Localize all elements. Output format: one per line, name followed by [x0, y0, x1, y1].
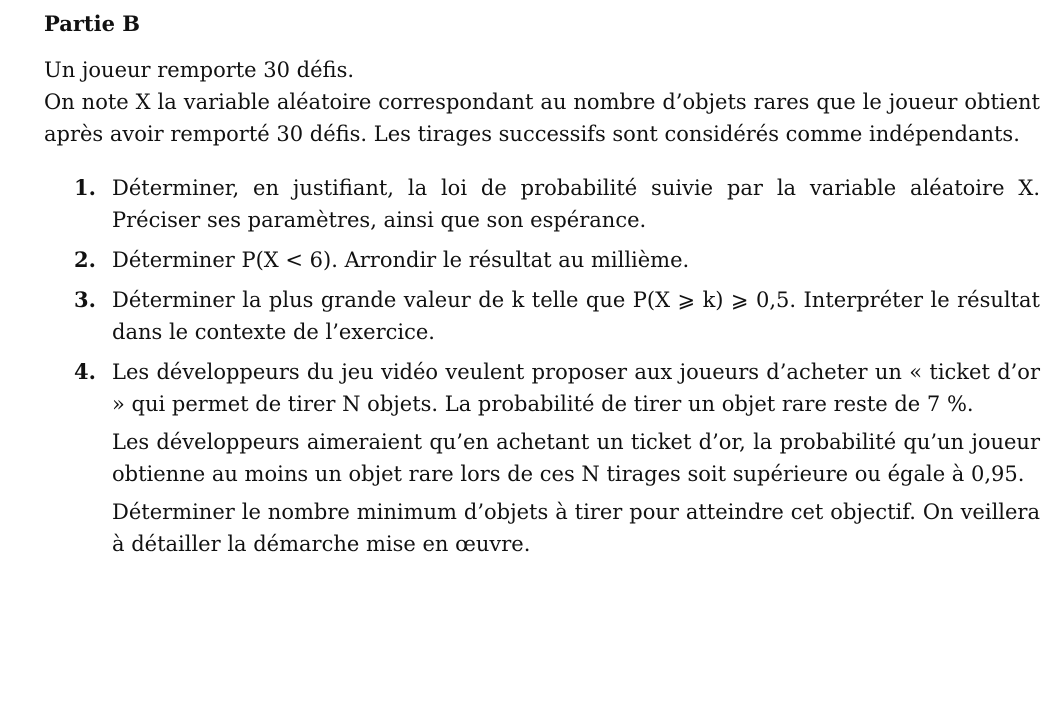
document-page — [44, 8, 1040, 568]
question-1 — [44, 172, 1040, 236]
question-paragraph: Déterminer le nombre minimum d’objets à tirer pour atteindre cet objectif. On veillera à détailler la démarche mise en œuvre. — [112, 500, 1040, 556]
question-number: 1. — [74, 175, 96, 200]
question-number: 3. — [74, 287, 96, 312]
question-number: 2. — [74, 247, 96, 272]
question-2 — [44, 244, 1040, 276]
question-3 — [44, 284, 1040, 348]
question-text: Déterminer P(X < 6). Arrondir le résultat au millième. — [112, 248, 690, 272]
section-title: Partie B — [44, 11, 140, 36]
intro-line-1: Un joueur remporte 30 défis. — [44, 58, 355, 82]
question-4 — [44, 356, 1040, 560]
question-paragraph: Les développeurs aimeraient qu’en achetant un ticket d’or, la probabilité qu’un joueur obtienne au moins un objet rare lors de ces N tirages soit supérieure ou égale à 0,95. — [112, 430, 1040, 486]
question-text: Déterminer la plus grande valeur de k telle que P(X ⩾ k) ⩾ 0,5. Interpréter le résultat dans le contexte de l’exercice. — [112, 288, 1040, 344]
question-text: Les développeurs du jeu vidéo veulent proposer aux joueurs d’acheter un « ticket d’or » qui permet de tirer N objets. La probabilité de tirer un objet rare reste de 7 %. — [112, 360, 1040, 416]
question-number: 4. — [74, 359, 96, 384]
question-text: Déterminer, en justifiant, la loi de probabilité suivie par la variable aléatoire X. Préciser ses paramètres, ainsi que son espérance. — [112, 176, 1040, 232]
intro-paragraph: On note X la variable aléatoire correspondant au nombre d’objets rares que le joueur obtient après avoir remporté 30 défis. Les tirages successifs sont considérés comme indépendants. — [44, 90, 1040, 146]
